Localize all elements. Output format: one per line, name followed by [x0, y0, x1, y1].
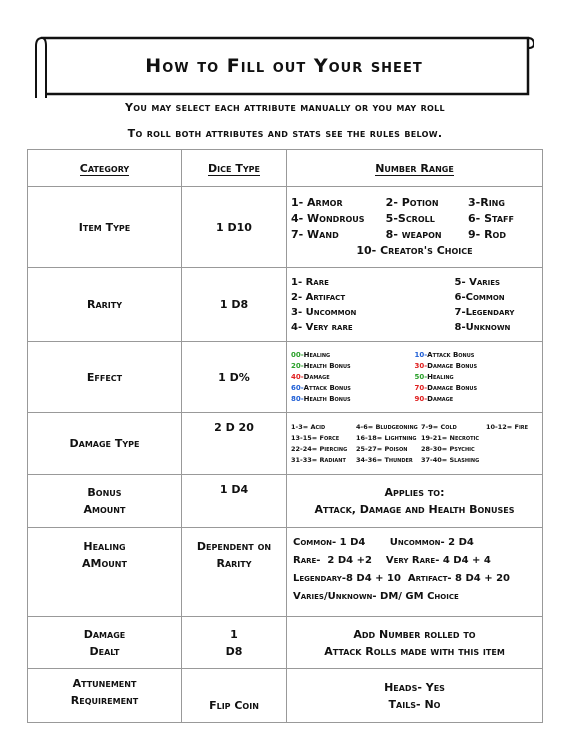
list-item: 4- Wondrous [291, 212, 365, 225]
range-cell [287, 475, 543, 528]
category-cell: Healing AMount [28, 528, 182, 617]
damage-type-item: 34-36= Thunder [356, 455, 413, 464]
healing-line-3: Legendary-8 D4 + 10 Artifact- 8 D4 + 20 [293, 573, 511, 584]
intro-line-2: To roll both attributes and stats see the rules below. [127, 127, 443, 140]
category-cell: Effect [28, 342, 182, 413]
table-row-bonus-amount [28, 475, 543, 528]
header-category: Category [28, 150, 182, 187]
list-item: 7-Legendary [454, 306, 515, 318]
list-item: 9- Rod [468, 228, 506, 241]
effect-item: 50-Healing [414, 372, 454, 381]
table-header-row [28, 150, 543, 187]
damage-type-item: 1-3= Acid [291, 422, 326, 431]
category-cell: Damage Type [28, 413, 182, 475]
category-cell: Attunement Requirement [28, 669, 182, 723]
damage-type-item: 25-27= Poison [356, 444, 408, 453]
damage-type-item: 13-15= Force [291, 433, 340, 442]
effect-item: 00-Healing [291, 350, 331, 359]
damage-type-item: 7-9= Cold [421, 422, 457, 431]
range-cell [287, 413, 543, 475]
damage-type-item: 10-12= Fire [486, 422, 529, 431]
healing-line-4: Varies/Unknown- DM/ GM Choice [293, 591, 459, 602]
category-cell: Rarity [28, 268, 182, 342]
damage-type-item: 19-21= Necrotic [421, 433, 480, 442]
effect-item: 90-Damage [414, 394, 454, 403]
list-item: 4- Very rare [291, 321, 353, 333]
category-cell: Bonus Amount [28, 475, 182, 528]
table-row-item-type [28, 187, 543, 268]
effect-item: 20-Health Bonus [291, 361, 351, 370]
header-dice-type: Dice Type [182, 150, 287, 187]
damage-type-item [486, 455, 538, 466]
bonus-line-2: Attack, Damage and Health Bonuses [314, 503, 515, 516]
list-item: 10- Creator's Choice [356, 244, 473, 257]
healing-line-2: Rare- 2 D4 +2 Very Rare- 4 D4 + 4 [293, 555, 491, 566]
list-item: 6- Staff [468, 212, 514, 225]
effect-item: 40-Damage [291, 372, 330, 381]
page-title: How to Fill out Your sheet [145, 55, 423, 77]
damage-type-item: 16-18= Lightning [356, 433, 417, 442]
table-row-rarity [28, 268, 543, 342]
table-row-damage-type [28, 413, 543, 475]
table-row-damage-dealt [28, 617, 543, 669]
range-cell [287, 669, 543, 723]
damage-type-item: 22-24= Piercing [291, 444, 348, 453]
range-cell [287, 342, 543, 413]
damage-type-item: 28-30= Psychic [421, 444, 475, 453]
list-item: 8- weapon [385, 228, 442, 241]
list-item: 3-Ring [468, 196, 505, 209]
list-item: 5-Scroll [385, 212, 435, 225]
dice-cell: 1 D% [182, 342, 287, 413]
header-number-range: Number Range [287, 150, 543, 187]
bonus-line-1: Applies to: [384, 486, 445, 499]
category-cell: Item Type [28, 187, 182, 268]
list-item: 2- Artifact [291, 291, 346, 303]
range-cell [287, 268, 543, 342]
table-row-healing-amount [28, 528, 543, 617]
list-item: 6-Common [454, 291, 505, 303]
list-item: 1- Armor [291, 196, 343, 209]
table-row-attunement [28, 669, 543, 723]
damage-type-item: 37-40= Slashing [421, 455, 480, 464]
range-cell [287, 528, 543, 617]
effect-item: 10-Attack Bonus [414, 350, 475, 359]
damage-type-list [291, 422, 538, 466]
damage-type-item [486, 433, 538, 444]
damage-type-item: 4-6= Bludgeoning [356, 422, 418, 431]
list-item: 7- Wand [291, 228, 339, 241]
effect-item: 30-Damage Bonus [414, 361, 478, 370]
table-row-effect [28, 342, 543, 413]
dice-cell: Dependent on Rarity [182, 528, 287, 617]
dice-cell: 1 D4 [182, 475, 287, 528]
list-item: 3- Uncommon [291, 306, 357, 318]
damage-type-item [486, 444, 538, 455]
list-item: 5- Varies [454, 276, 501, 288]
dealt-line-1: Add Number rolled to [353, 627, 476, 641]
dice-cell: 2 D 20 [182, 413, 287, 475]
attune-line-1: Heads- Yes [384, 680, 445, 694]
damage-type-item: 31-33= Radiant [291, 455, 346, 464]
range-cell [287, 617, 543, 669]
dice-cell: 1 D8 [182, 268, 287, 342]
dice-cell: 1 D8 [182, 617, 287, 669]
effect-item: 60-Attack Bonus [291, 383, 351, 392]
title-scroll-banner [34, 34, 534, 98]
healing-line-1: Common- 1 D4 Uncommon- 2 D4 [293, 537, 474, 548]
list-item: 1- Rare [291, 276, 329, 288]
list-item: 2- Potion [385, 196, 439, 209]
category-cell: Damage Dealt [28, 617, 182, 669]
attune-line-2: Tails- No [388, 697, 441, 711]
dice-cell: Flip Coin [182, 669, 287, 723]
list-item: 8-Unknown [454, 321, 511, 333]
effect-item: 70-Damage Bonus [414, 383, 478, 392]
dealt-line-2: Attack Rolls made with this item [324, 644, 505, 658]
rules-table [27, 149, 543, 723]
intro-line-1: You may select each attribute manually or you may roll [125, 101, 445, 114]
dice-cell: 1 D10 [182, 187, 287, 268]
effect-list [291, 350, 538, 405]
range-cell [287, 187, 543, 268]
effect-item: 80-Health Bonus [291, 394, 351, 403]
